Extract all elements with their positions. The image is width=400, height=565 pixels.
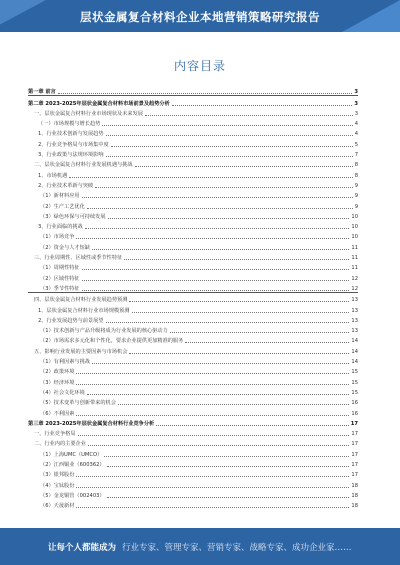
toc-entry[interactable] bbox=[28, 179, 358, 189]
toc-entry[interactable] bbox=[28, 271, 358, 281]
toc-entry-page: 17 bbox=[351, 441, 358, 448]
toc-leader-dots bbox=[88, 445, 350, 446]
toc-leader-dots bbox=[129, 353, 349, 354]
toc-entry-page: 9 bbox=[354, 203, 358, 210]
toc-leader-dots bbox=[95, 187, 353, 188]
toc-entry-title: （一）市场规模与增长趋势 bbox=[38, 121, 101, 128]
toc-entry-title: 2、行业发展趋势与前景展望 bbox=[38, 317, 104, 324]
toc-heading: 内容目录 bbox=[173, 59, 226, 73]
toc-entry-title: 2、行业技术革新与突破 bbox=[38, 182, 94, 189]
toc-entry-title: （3）经济环境 bbox=[40, 379, 75, 386]
toc-entry-title: （4）宝钛股份 bbox=[40, 482, 75, 489]
toc-entry-title: 第一章 前言 bbox=[28, 89, 56, 96]
toc-entry-page: 13 bbox=[351, 297, 358, 304]
toc-entry-page: 4 bbox=[354, 121, 358, 128]
toc-entry-page: 17 bbox=[351, 461, 358, 468]
toc-entry-title: 3、行业政策与法规环境影响 bbox=[38, 152, 104, 159]
toc-entry[interactable] bbox=[28, 251, 358, 261]
toc-entry-page: 17 bbox=[351, 431, 358, 438]
toc-entry-title: （6）不利因素 bbox=[40, 410, 75, 417]
toc-entry-title: （3）季节性特征 bbox=[40, 285, 80, 292]
toc-entry-page: 11 bbox=[351, 255, 358, 262]
toc-entry[interactable] bbox=[28, 117, 358, 127]
toc-entry-page: 10 bbox=[351, 234, 358, 241]
toc-entry-page: 10 bbox=[351, 213, 358, 220]
toc-entry-page: 11 bbox=[351, 265, 358, 272]
toc-entry[interactable] bbox=[28, 468, 358, 478]
toc-entry-title: （1）新材料应用 bbox=[40, 193, 80, 200]
toc-entry-title: 二、行业内的主要企业 bbox=[34, 441, 86, 448]
toc-leader-dots bbox=[106, 135, 353, 136]
toc-entry[interactable] bbox=[28, 199, 358, 209]
toc-entry[interactable] bbox=[28, 427, 358, 437]
toc-leader-dots bbox=[107, 497, 350, 498]
toc-entry-page: 7 bbox=[354, 152, 358, 159]
toc-entry-title: （5）金龙铜管（002403） bbox=[40, 492, 105, 499]
toc-entry-page: 15 bbox=[351, 369, 358, 376]
toc-leader-dots bbox=[82, 290, 350, 291]
toc-entry-page: 17 bbox=[351, 451, 358, 458]
toc-leader-dots bbox=[145, 115, 353, 116]
toc-entry-title: （2）江西铜业（600362） bbox=[40, 461, 105, 468]
toc-entry-title: （4）社会文化环境 bbox=[40, 389, 85, 396]
footer-tagline: 行业专家、管理专家、营销专家、战略专家、成功企业家…… bbox=[122, 543, 352, 553]
toc-entry[interactable] bbox=[28, 189, 358, 199]
toc-leader-dots bbox=[87, 394, 350, 395]
toc-entry[interactable] bbox=[28, 158, 358, 168]
toc-leader-dots bbox=[76, 507, 349, 508]
toc-leader-dots bbox=[92, 363, 349, 364]
toc-entry-title: 一、层状金属复合材料行业市场现状及未来发展 bbox=[34, 110, 143, 117]
toc-leader-dots bbox=[82, 269, 350, 270]
toc-entry-title: （1）周期性特征 bbox=[40, 265, 80, 272]
toc-leader-dots bbox=[106, 156, 353, 157]
toc-entry[interactable] bbox=[28, 210, 358, 220]
toc-entry[interactable] bbox=[28, 220, 358, 230]
toc-leader-dots bbox=[76, 487, 349, 488]
toc-entry-page: 12 bbox=[351, 285, 358, 292]
toc-leader-dots bbox=[87, 208, 353, 209]
toc-leader-dots bbox=[106, 322, 350, 323]
toc-entry-title: 五、影响行业发展的主要因素与市场机会 bbox=[34, 348, 128, 355]
toc-entry[interactable] bbox=[28, 447, 358, 457]
toc-leader-dots bbox=[76, 373, 349, 374]
toc-entry-title: （3）绿色环保与可持续发展 bbox=[40, 213, 106, 220]
toc-entry-page: 16 bbox=[351, 400, 358, 407]
toc-entry[interactable] bbox=[28, 261, 358, 271]
toc-entry-page: 18 bbox=[351, 482, 358, 489]
toc-entry-title: （1）技术创新与产品升级将成为行业发展的核心驱动力 bbox=[40, 328, 168, 335]
toc-leader-dots bbox=[102, 125, 352, 126]
toc-leader-dots bbox=[111, 146, 353, 147]
toc-entry[interactable] bbox=[28, 499, 358, 509]
toc-entry[interactable] bbox=[28, 240, 358, 250]
toc-entry[interactable] bbox=[28, 406, 358, 416]
toc-entry-title: 第三章 2023-2025年层状金属复合材料行业竞争分析 bbox=[28, 420, 155, 427]
toc-leader-dots bbox=[76, 415, 349, 416]
toc-entry-page: 5 bbox=[354, 141, 358, 148]
toc-leader-dots bbox=[132, 312, 350, 313]
toc-entry[interactable] bbox=[28, 107, 358, 117]
toc-entry-page: 9 bbox=[354, 182, 358, 189]
toc-entry[interactable] bbox=[28, 355, 358, 365]
toc-entry-page: 13 bbox=[351, 307, 358, 314]
toc-entry-page: 15 bbox=[351, 379, 358, 386]
toc-leader-dots bbox=[172, 105, 353, 106]
toc-entry[interactable] bbox=[28, 324, 358, 334]
toc-entry[interactable] bbox=[28, 293, 358, 303]
toc-entry[interactable] bbox=[28, 230, 358, 240]
toc-entry[interactable] bbox=[28, 148, 358, 158]
toc-leader-dots bbox=[108, 218, 350, 219]
toc-entry-page: 17 bbox=[350, 420, 358, 427]
toc-entry-title: （1）上海UMC（UMCO） bbox=[40, 451, 103, 458]
toc-entry-page: 4 bbox=[354, 131, 358, 138]
table-of-contents bbox=[28, 85, 358, 509]
toc-entry-title: （1）市场竞争 bbox=[40, 234, 75, 241]
toc-entry[interactable] bbox=[28, 417, 358, 427]
toc-entry-title: （2）生产工艺优化 bbox=[40, 203, 85, 210]
toc-entry-title: （2）区域性特征 bbox=[40, 275, 80, 282]
toc-leader-dots bbox=[135, 166, 353, 167]
toc-entry-title: 3、行业面临的挑战 bbox=[38, 224, 83, 231]
toc-entry-title: 二、层状金属复合材料行业发展机遇与挑战 bbox=[34, 162, 133, 169]
toc-leader-dots bbox=[76, 476, 349, 477]
toc-entry-page: 14 bbox=[351, 359, 358, 366]
toc-entry-page: 8 bbox=[354, 172, 358, 179]
toc-leader-dots bbox=[76, 238, 349, 239]
toc-entry-page: 15 bbox=[351, 389, 358, 396]
toc-entry-page: 12 bbox=[351, 275, 358, 282]
toc-entry-page: 14 bbox=[351, 348, 358, 355]
toc-entry-title: 第二章 2023-2025年层状金属复合材料市场前景及趋势分析 bbox=[28, 100, 170, 107]
toc-entry-title: 四、层状金属复合材料行业发展趋势预测 bbox=[34, 297, 128, 304]
toc-entry-page: 11 bbox=[351, 244, 358, 251]
toc-entry[interactable] bbox=[28, 314, 358, 324]
toc-entry-title: （2）市场需求多元化和个性化，要求企业提供更加精准的服务 bbox=[40, 338, 184, 345]
toc-leader-dots bbox=[76, 384, 349, 385]
toc-leader-dots bbox=[92, 249, 349, 250]
toc-entry-page: 18 bbox=[351, 492, 358, 499]
toc-leader-dots bbox=[124, 259, 349, 260]
toc-leader-dots bbox=[82, 197, 353, 198]
toc-entry-title: 1、层状金属复合材料行业市场规模预测 bbox=[38, 307, 130, 314]
toc-entry-page: 16 bbox=[351, 410, 358, 417]
toc-entry-page: 13 bbox=[351, 328, 358, 335]
toc-leader-dots bbox=[185, 342, 349, 343]
page-header bbox=[0, 0, 400, 32]
toc-leader-dots bbox=[170, 332, 350, 333]
toc-entry-page: 3 bbox=[354, 110, 358, 117]
toc-entry-title: （2）资金与人才短缺 bbox=[40, 244, 90, 251]
toc-leader-dots bbox=[58, 93, 353, 94]
toc-leader-dots bbox=[82, 280, 350, 281]
toc-entry-title: （2）政策环境 bbox=[40, 369, 75, 376]
toc-entry[interactable] bbox=[28, 303, 358, 313]
toc-leader-dots bbox=[107, 466, 350, 467]
toc-entry-title: （5）技术变革与创新带来的机会 bbox=[40, 400, 116, 407]
toc-entry-title: （3）银邦股份 bbox=[40, 472, 75, 479]
toc-entry-page: 18 bbox=[351, 503, 358, 510]
toc-leader-dots bbox=[85, 228, 350, 229]
toc-entry[interactable] bbox=[28, 365, 358, 375]
toc-entry-page: 8 bbox=[354, 162, 358, 169]
page-footer bbox=[0, 528, 400, 565]
toc-entry[interactable] bbox=[28, 96, 358, 106]
toc-entry[interactable] bbox=[28, 344, 358, 354]
toc-entry-title: 三、行业周期性、区域性或季节性特征 bbox=[34, 255, 123, 262]
toc-entry-page: 10 bbox=[351, 224, 358, 231]
toc-entry[interactable] bbox=[28, 137, 358, 147]
footer-slogan: 让每个人都能成为 bbox=[48, 543, 117, 553]
toc-entry-page: 13 bbox=[351, 317, 358, 324]
toc-entry[interactable] bbox=[28, 489, 358, 499]
toc-entry-title: 1、行业技术创新与发展趋势 bbox=[38, 131, 104, 138]
toc-entry-page: 14 bbox=[351, 338, 358, 345]
toc-entry[interactable] bbox=[28, 127, 358, 137]
toc-leader-dots bbox=[156, 425, 349, 426]
toc-entry[interactable] bbox=[28, 334, 358, 344]
report-title: 层状金属复合材料企业本地营销策略研究报告 bbox=[80, 10, 320, 24]
toc-entry-page: 17 bbox=[351, 472, 358, 479]
toc-leader-dots bbox=[78, 435, 350, 436]
toc-entry-page: 3 bbox=[354, 100, 358, 107]
toc-entry[interactable] bbox=[28, 386, 358, 396]
toc-leader-dots bbox=[129, 301, 349, 302]
toc-entry[interactable] bbox=[28, 85, 358, 96]
toc-entry[interactable] bbox=[28, 168, 358, 178]
toc-entry[interactable] bbox=[28, 478, 358, 488]
toc-leader-dots bbox=[104, 456, 349, 457]
toc-entry-title: （1）有利因素与挑战 bbox=[40, 359, 90, 366]
toc-entry-title: 一、行业竞争格局 bbox=[34, 431, 76, 438]
toc-leader-dots bbox=[69, 177, 352, 178]
toc-entry[interactable] bbox=[28, 375, 358, 385]
toc-entry-title: 1、市场机遇 bbox=[38, 172, 68, 179]
toc-entry[interactable] bbox=[28, 282, 358, 293]
toc-entry-title: （6）天晟新材 bbox=[40, 503, 75, 510]
toc-entry-page: 3 bbox=[354, 89, 358, 96]
toc-entry[interactable] bbox=[28, 458, 358, 468]
toc-entry-page: 9 bbox=[354, 193, 358, 200]
toc-entry[interactable] bbox=[28, 437, 358, 447]
toc-entry[interactable] bbox=[28, 396, 358, 406]
toc-leader-dots bbox=[118, 404, 349, 405]
toc-entry-title: 2、行业竞争格局与市场集中度 bbox=[38, 141, 109, 148]
